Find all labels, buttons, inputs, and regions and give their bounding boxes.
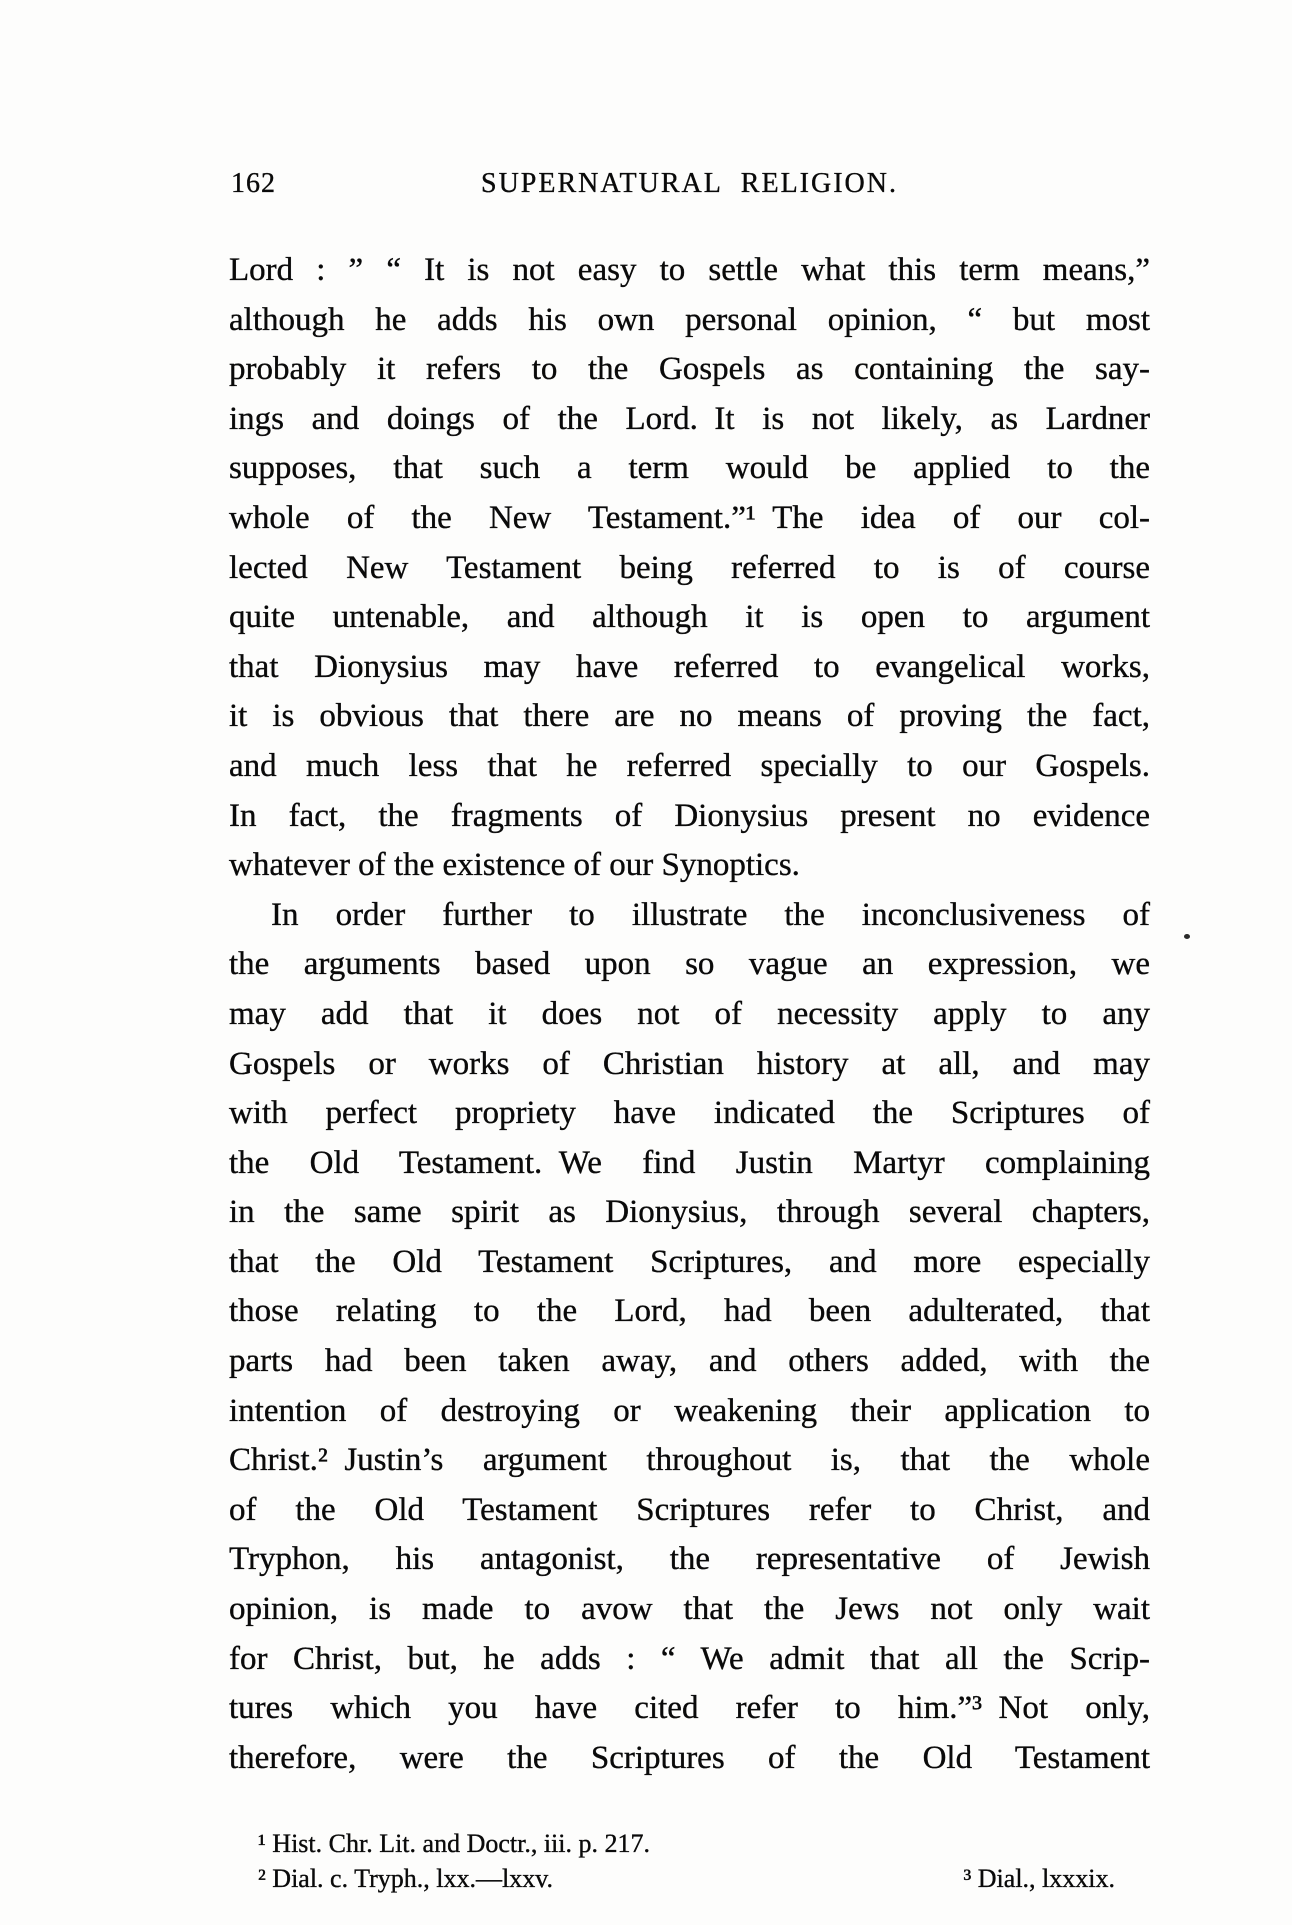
text-line: the Old Testament. We find Justin Martyr complaining [229,1144,1150,1181]
paragraph [229,891,1150,1784]
text-line: Lord : ” “ It is not easy to settle what this term means,” [229,252,1150,288]
text-line: therefore, were the Scriptures of the Old Testament [229,1739,1150,1776]
text-line: ings and doings of the Lord. It is not likely, as Lardner [229,400,1150,437]
footnotes [229,1826,1150,1896]
text-line: supposes, that such a term would be applied to the [229,450,1150,487]
text-line: opinion, is made to avow that the Jews not only wait [229,1591,1150,1628]
footnote-row [229,1861,1150,1896]
text-line: the arguments based upon so vague an expression, we [229,946,1150,983]
text-line: tures which you have cited refer to him.”³ Not only, [229,1690,1150,1727]
footnote-2: ² Dial. c. Tryph., lxx.—lxxv. [258,1864,554,1893]
text-line: it is obvious that there are no means of proving the fact, [229,698,1150,735]
text-line: for Christ, but, he adds : “ We admit that all the Scrip- [229,1640,1150,1677]
text-line: In fact, the fragments of Dionysius present no evidence [229,797,1150,834]
text-line: although he adds his own personal opinion, “ but most [229,301,1150,338]
text-line: and much less that he referred specially to our Gospels. [229,747,1150,784]
text-line: intention of destroying or weakening their application to [229,1392,1150,1429]
running-header [229,166,1150,206]
text-line: with perfect propriety have indicated the Scriptures of [229,1095,1150,1132]
text-line: Tryphon, his antagonist, the representative of Jewish [229,1541,1150,1578]
running-title: SUPERNATURAL RELIGION. [481,168,898,199]
text-line: In order further to illustrate the inconclusiveness of [271,896,1150,933]
text-line: in the same spirit as Dionysius, through several chapters, [229,1194,1150,1231]
text-line: those relating to the Lord, had been adulterated, that [229,1293,1150,1330]
footnote-3: ³ Dial., lxxxix. [963,1864,1115,1893]
body-text [229,246,1150,1783]
text-line: that the Old Testament Scriptures, and more especially [229,1243,1150,1280]
text-line: quite untenable, and although it is open to argument [229,599,1150,636]
page-number: 162 [231,168,276,199]
text-line: may add that it does not of necessity apply to any [229,995,1150,1032]
text-line: that Dionysius may have referred to evangelical works, [229,648,1150,685]
text-line: Gospels or works of Christian history at all, and may [229,1045,1150,1082]
text-line: lected New Testament being referred to is of course [229,549,1150,586]
text-line: Christ.² Justin’s argument throughout is, that the whole [229,1442,1150,1479]
text-line: parts had been taken away, and others added, with the [229,1343,1150,1380]
scan-artifact-dot [1184,934,1190,939]
text-line: whole of the New Testament.”¹ The idea of our col- [229,499,1150,536]
text-line: whatever of the existence of our Synoptics. [229,847,800,884]
text-line: probably it refers to the Gospels as containing the say- [229,351,1150,388]
text-line: of the Old Testament Scriptures refer to Christ, and [229,1491,1150,1528]
paragraph [229,246,1150,891]
footnote-1: ¹ Hist. Chr. Lit. and Doctr., iii. p. 217. [258,1829,651,1858]
